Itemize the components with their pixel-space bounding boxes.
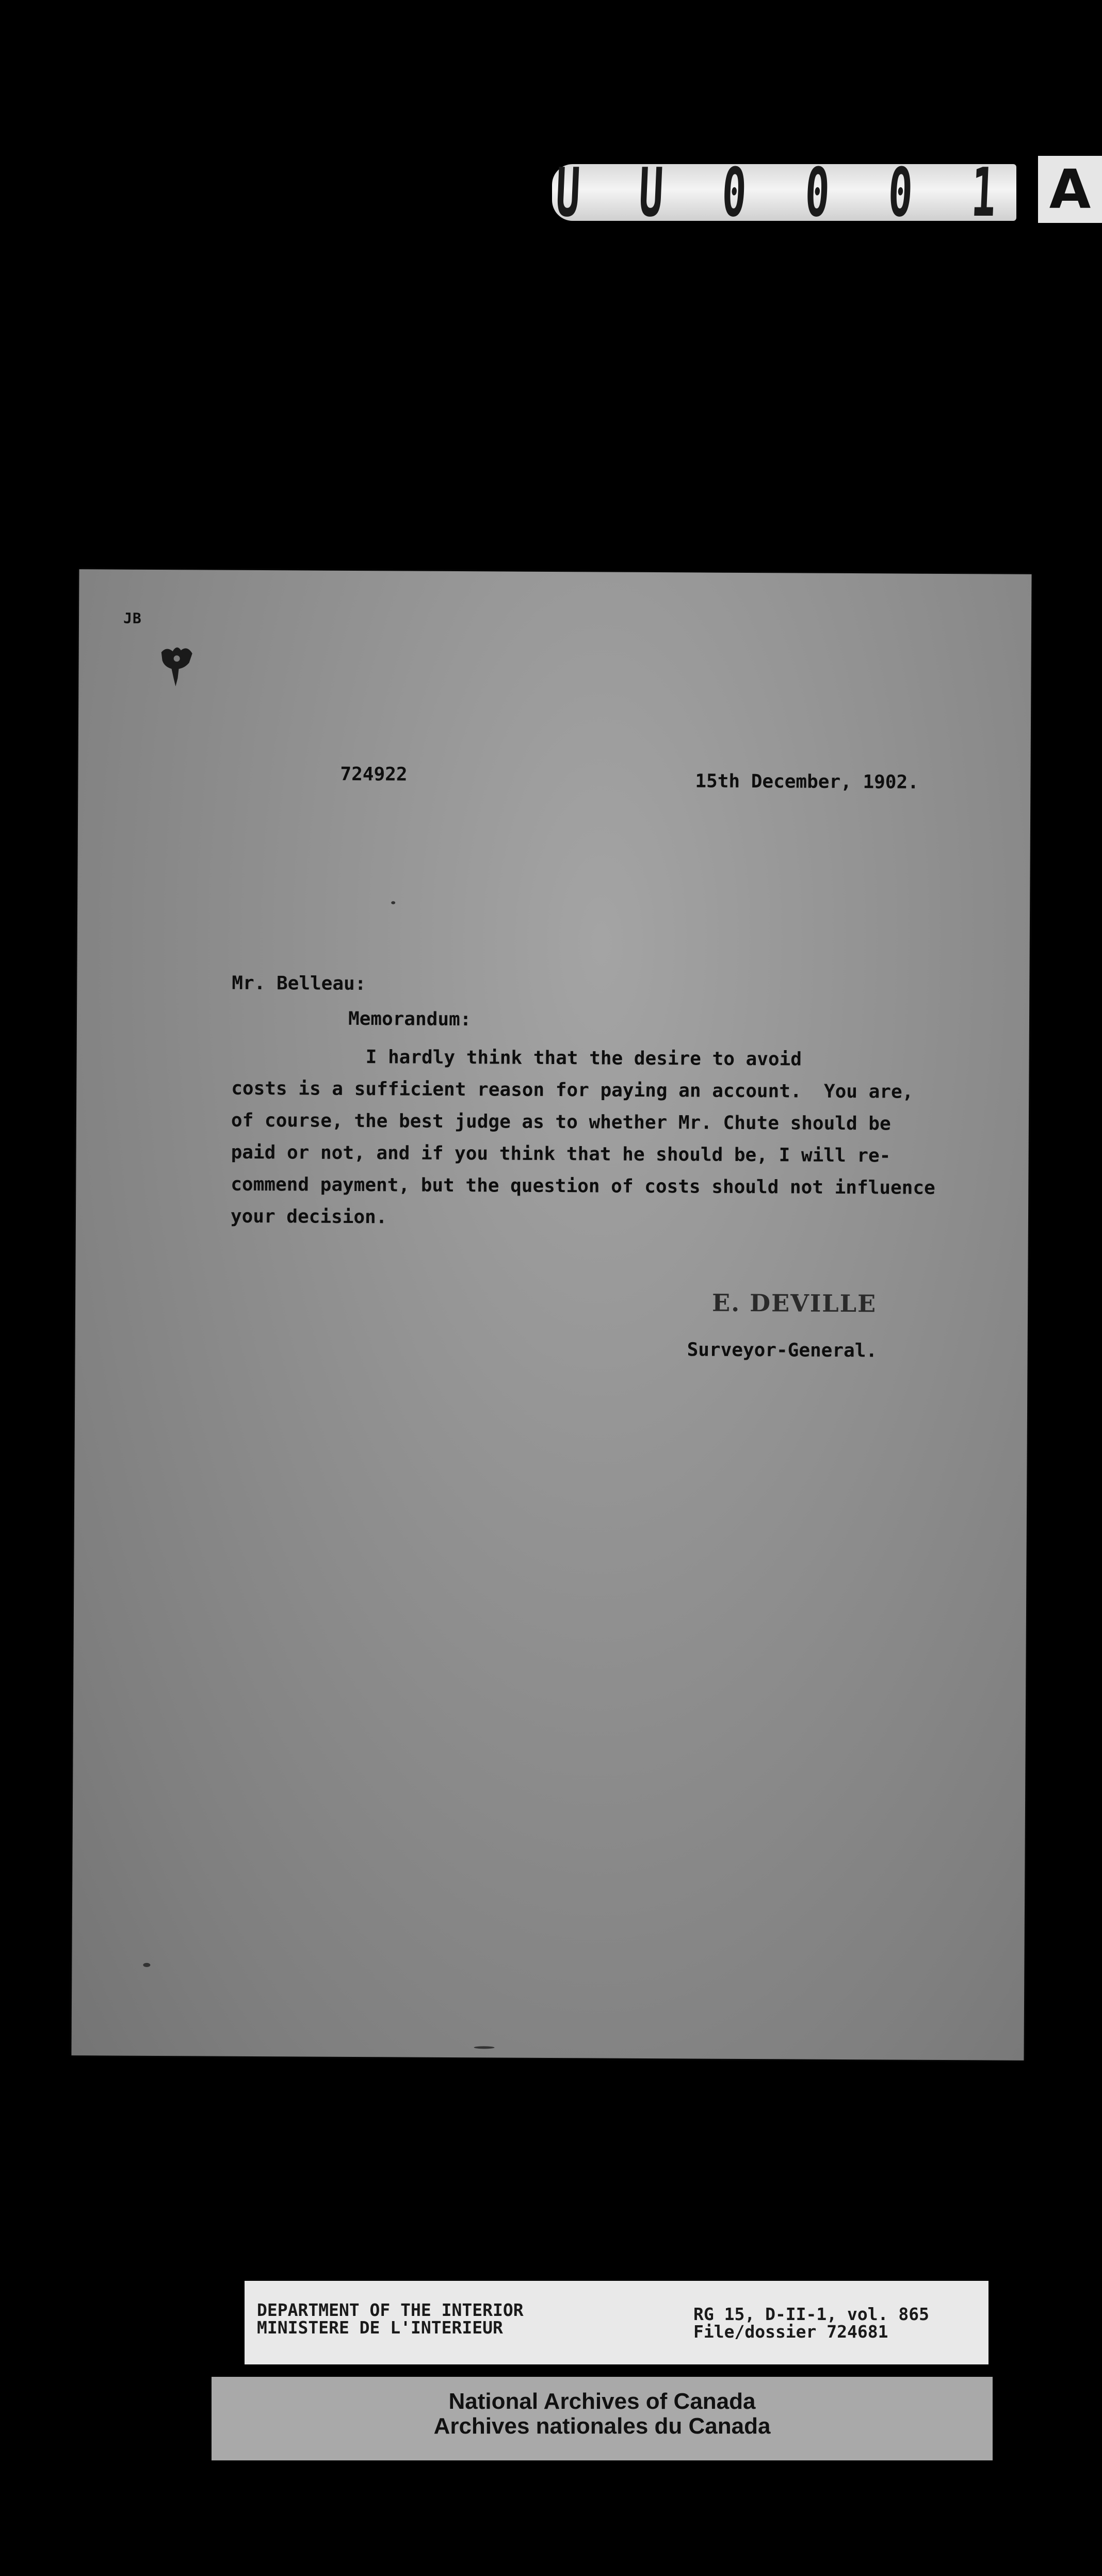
paper-speck	[391, 901, 395, 904]
letter-date: 15th December, 1902.	[695, 770, 919, 793]
file-number: 724922	[340, 763, 408, 785]
department-label	[245, 2281, 988, 2364]
file-dossier-ref: File/dossier 724681	[693, 2322, 888, 2342]
frame-number-strip	[552, 153, 1016, 232]
letter-sheet	[71, 569, 1031, 2060]
paper-speck	[474, 2046, 495, 2049]
file-reference	[693, 2306, 929, 2341]
body-line: I hardly think that the desire to avoid	[231, 1045, 802, 1070]
body-line: costs is a sufficient reason for paying an account. You are,	[231, 1077, 914, 1103]
archives-name-fr: Archives nationales du Canada	[433, 2413, 771, 2439]
record-group-ref: RG 15, D-II-1, vol. 865	[693, 2304, 929, 2324]
frame-letter-tab	[1038, 156, 1102, 223]
body-line: your decision.	[230, 1205, 387, 1228]
letter-content	[71, 569, 1031, 2060]
letter-body	[231, 1041, 995, 1237]
paper-speck	[143, 1963, 150, 1967]
archives-label	[212, 2377, 993, 2460]
body-line: commend payment, but the question of costs should not influence	[231, 1173, 935, 1199]
department-line-fr: MINISTERE DE L'INTERIEUR	[257, 2317, 503, 2338]
signature-stamp: E. DEVILLE	[711, 1289, 877, 1318]
memorandum-label: Memorandum:	[348, 1008, 472, 1031]
signature-title: Surveyor-General.	[687, 1339, 878, 1362]
archives-name-en: National Archives of Canada	[448, 2389, 756, 2414]
addressee: Mr. Belleau:	[232, 972, 366, 995]
crest-icon	[156, 642, 197, 688]
body-line: paid or not, and if you think that he should be, I will re-	[231, 1141, 891, 1167]
frame-letter: A	[1049, 158, 1091, 221]
letter-initials: JB	[123, 609, 142, 627]
department-name	[257, 2301, 524, 2337]
frame-number: U U 0 0 0 1	[554, 153, 1015, 232]
body-line: of course, the best judge as to whether Mr. Chute should be	[231, 1109, 891, 1135]
department-line-en: DEPARTMENT OF THE INTERIOR	[257, 2300, 524, 2320]
